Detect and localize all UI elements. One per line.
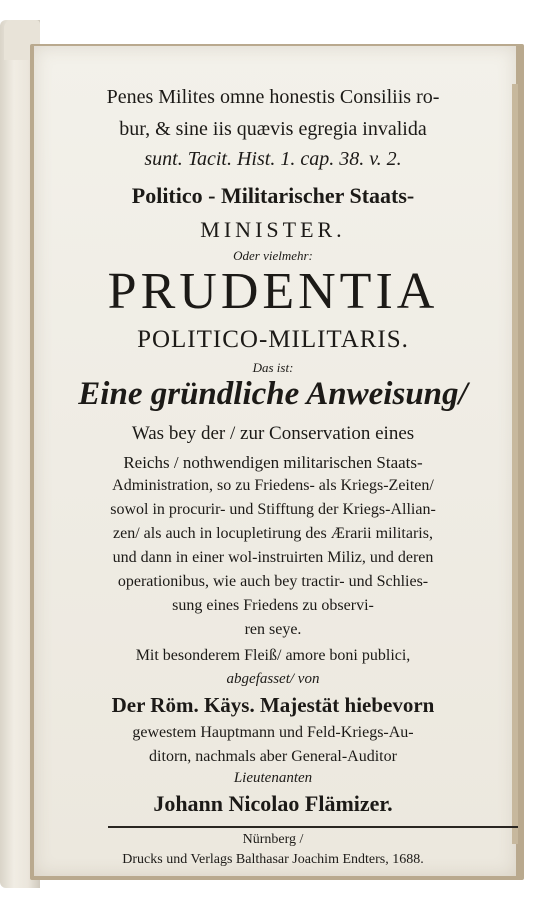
motto-line-2: bur, & sine iis quævis egregia invalida — [119, 118, 427, 140]
author-name: Johann Nicolao Flämizer. — [153, 791, 393, 816]
title-line-3: Oder vielmehr: — [233, 248, 313, 263]
imprint-publisher: Drucks und Verlags Balthasar Joachim Endters, 1688. — [122, 852, 424, 867]
title-line-2: MINISTER. — [200, 217, 346, 242]
body-line-7: operationibus, wie auch bey tractir- und Schlies- — [117, 573, 429, 590]
title-line-1: Politico - Militarischer Staats- — [131, 183, 415, 208]
sub-title: POLITICO-MILITARIS. — [137, 326, 409, 353]
body-line-5: zen/ als auch in locupletirung des Ærarii militaris, — [113, 525, 433, 542]
headline: Eine gründliche Anweisung/ — [78, 376, 468, 412]
body-line-9: ren seye. — [244, 621, 302, 638]
author-line-3: Der Röm. Käys. Majestät hiebevorn — [111, 693, 435, 717]
body-line-2: Reichs / nothwendigen militarischen Staats- — [123, 453, 423, 472]
body-line-1: Was bey der / zur Conservation eines — [131, 423, 415, 444]
body-line-8: sung eines Friedens zu observi- — [172, 597, 374, 614]
motto-line-1: Penes Milites omne honestis Consiliis ro- — [106, 86, 440, 108]
imprint-rule — [108, 826, 518, 828]
author-line-4: gewestem Hauptmann und Feld-Kriegs-Au- — [132, 724, 414, 741]
author-line-5: ditorn, nachmals aber General-Auditor — [149, 748, 397, 765]
author-line-1: Mit besonderem Fleiß/ amore boni publici, — [135, 647, 411, 664]
motto-line-3: sunt. Tacit. Hist. 1. cap. 38. v. 2. — [144, 148, 402, 170]
body-line-6: und dann in einer wol-instruirten Miliz, und deren — [112, 549, 434, 566]
body-line-4: sowol in procurir- und Stifftung der Kriegs-Allian- — [110, 501, 436, 518]
author-line-6: Lieutenanten — [233, 770, 313, 786]
author-line-2: abgefasset/ von — [226, 671, 320, 687]
page-edge — [512, 84, 518, 844]
imprint-city: Nürnberg / — [242, 832, 304, 847]
intro: Das ist: — [252, 360, 294, 375]
body-line-3: Administration, so zu Friedens- als Kriegs-Zeiten/ — [112, 477, 434, 494]
main-title: PRUDENTIA — [107, 263, 439, 320]
